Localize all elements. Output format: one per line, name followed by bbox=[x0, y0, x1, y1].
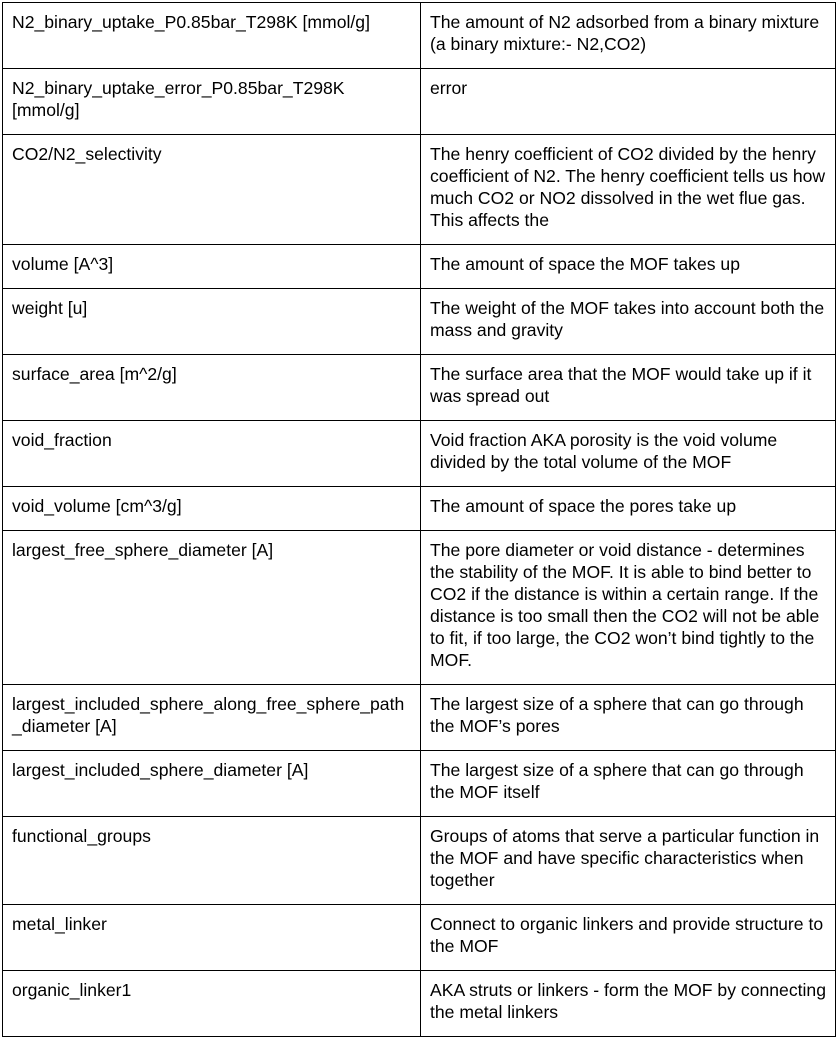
definition-cell: AKA struts or linkers - form the MOF by connecting the metal linkers bbox=[421, 971, 836, 1037]
table-row bbox=[3, 69, 836, 135]
table-row bbox=[3, 685, 836, 751]
table-row bbox=[3, 245, 836, 289]
definition-cell: Void fraction AKA porosity is the void volume divided by the total volume of the MOF bbox=[421, 421, 836, 487]
definition-cell: error bbox=[421, 69, 836, 135]
definition-cell: The weight of the MOF takes into account both the mass and gravity bbox=[421, 289, 836, 355]
table-row bbox=[3, 905, 836, 971]
term-cell: weight [u] bbox=[3, 289, 421, 355]
table-row bbox=[3, 289, 836, 355]
table-row bbox=[3, 751, 836, 817]
glossary-table-body bbox=[3, 3, 836, 1037]
term-cell: N2_binary_uptake_error_P0.85bar_T298K [mmol/g] bbox=[3, 69, 421, 135]
term-cell: void_fraction bbox=[3, 421, 421, 487]
definition-cell: The largest size of a sphere that can go through the MOF itself bbox=[421, 751, 836, 817]
term-cell: largest_included_sphere_along_free_sphere_path_diameter [A] bbox=[3, 685, 421, 751]
term-cell: metal_linker bbox=[3, 905, 421, 971]
term-cell: void_volume [cm^3/g] bbox=[3, 487, 421, 531]
term-cell: surface_area [m^2/g] bbox=[3, 355, 421, 421]
table-row bbox=[3, 3, 836, 69]
table-row bbox=[3, 421, 836, 487]
table-row bbox=[3, 487, 836, 531]
glossary-table bbox=[2, 2, 836, 1037]
table-row bbox=[3, 531, 836, 685]
definition-cell: The pore diameter or void distance - determines the stability of the MOF. It is able to bind better to CO2 if the distance is within a certain range. If the distance is too small then the CO2 will not be able to fit, if too large, the CO2 won’t bind tightly to the MOF. bbox=[421, 531, 836, 685]
table-row bbox=[3, 817, 836, 905]
definition-cell: Groups of atoms that serve a particular function in the MOF and have specific characteristics when together bbox=[421, 817, 836, 905]
term-cell: N2_binary_uptake_P0.85bar_T298K [mmol/g] bbox=[3, 3, 421, 69]
table-row bbox=[3, 135, 836, 245]
term-cell: functional_groups bbox=[3, 817, 421, 905]
definition-cell: The amount of space the MOF takes up bbox=[421, 245, 836, 289]
table-row bbox=[3, 971, 836, 1037]
term-cell: CO2/N2_selectivity bbox=[3, 135, 421, 245]
term-cell: organic_linker1 bbox=[3, 971, 421, 1037]
definition-cell: The amount of N2 adsorbed from a binary mixture (a binary mixture:- N2,CO2) bbox=[421, 3, 836, 69]
definition-cell: The amount of space the pores take up bbox=[421, 487, 836, 531]
definition-cell: Connect to organic linkers and provide structure to the MOF bbox=[421, 905, 836, 971]
definition-cell: The henry coefficient of CO2 divided by the henry coefficient of N2. The henry coefficient tells us how much CO2 or NO2 dissolved in the wet flue gas. This affects the bbox=[421, 135, 836, 245]
term-cell: largest_free_sphere_diameter [A] bbox=[3, 531, 421, 685]
term-cell: volume [A^3] bbox=[3, 245, 421, 289]
term-cell: largest_included_sphere_diameter [A] bbox=[3, 751, 421, 817]
table-row bbox=[3, 355, 836, 421]
definition-cell: The largest size of a sphere that can go through the MOF’s pores bbox=[421, 685, 836, 751]
definition-cell: The surface area that the MOF would take up if it was spread out bbox=[421, 355, 836, 421]
